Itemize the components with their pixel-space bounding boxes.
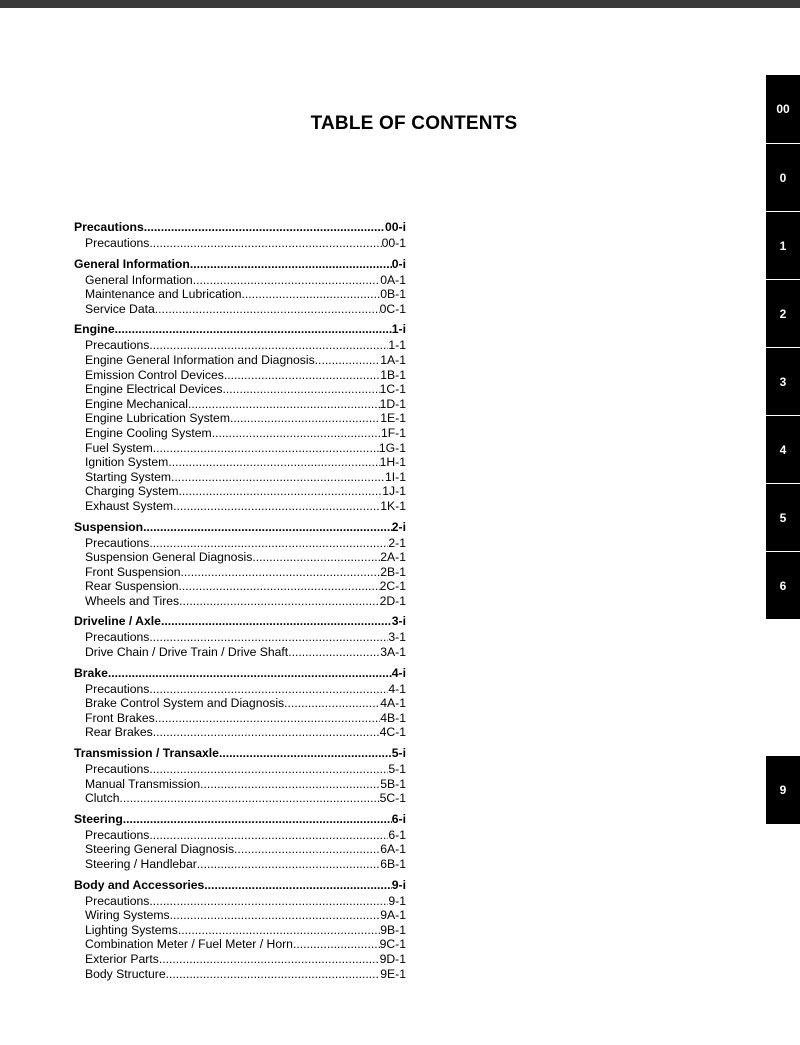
toc-entry[interactable]	[74, 273, 406, 288]
section-heading[interactable]	[74, 613, 406, 630]
toc-entry[interactable]	[74, 484, 406, 499]
entry-page: 9E-1	[380, 966, 406, 981]
entry-label: Precautions	[85, 535, 150, 550]
entry-page: 1H-1	[379, 455, 406, 470]
section-tab[interactable]: 5	[766, 483, 800, 551]
section-tab[interactable]: 4	[766, 415, 800, 483]
leader-dots	[284, 696, 380, 711]
toc-entry[interactable]	[74, 857, 406, 872]
entry-page: 4C-1	[379, 725, 406, 740]
entry-label: Starting System	[85, 469, 172, 484]
leader-dots	[315, 353, 381, 368]
entry-page: 0B-1	[380, 287, 406, 302]
section-page: 6-i	[391, 811, 406, 826]
toc-entry[interactable]	[74, 550, 406, 565]
leader-dots	[143, 519, 392, 536]
leader-dots	[123, 811, 392, 828]
leader-dots	[179, 579, 380, 594]
entry-page: 3-1	[388, 630, 406, 645]
entry-label: Precautions	[85, 630, 150, 645]
toc-entry[interactable]	[74, 470, 406, 485]
entry-page: 1J-1	[382, 484, 406, 499]
leader-dots	[170, 908, 381, 923]
toc-entry[interactable]	[74, 696, 406, 711]
toc-entry[interactable]	[74, 828, 406, 843]
entry-label: General Information	[85, 272, 193, 287]
entry-label: Front Brakes	[85, 710, 155, 725]
section-title: Suspension	[74, 519, 144, 534]
toc-entry[interactable]	[74, 353, 406, 368]
top-bar	[0, 0, 800, 8]
toc-entry[interactable]	[74, 426, 406, 441]
page-title: TABLE OF CONTENTS	[310, 113, 518, 134]
entry-label: Engine Electrical Devices	[85, 382, 223, 397]
section-title: Precautions	[74, 220, 144, 234]
entry-page: 5-1	[388, 762, 406, 777]
leader-dots	[149, 236, 381, 251]
entry-page: 1D-1	[379, 396, 406, 411]
leader-dots	[161, 613, 392, 630]
section-tab[interactable]: 1	[766, 211, 800, 279]
section-title: Brake	[74, 665, 108, 680]
section-title: Transmission / Transaxle	[74, 746, 219, 761]
leader-dots	[173, 499, 380, 514]
entry-label: Lighting Systems	[85, 922, 178, 937]
leader-dots	[204, 877, 391, 894]
section-title: Body and Accessories	[74, 877, 205, 892]
entry-label: Emission Control Devices	[85, 367, 224, 382]
leader-dots	[166, 967, 381, 982]
section-heading[interactable]	[74, 321, 406, 338]
toc-entry[interactable]	[74, 499, 406, 514]
section-tab[interactable]: 2	[766, 279, 800, 347]
entry-label: Precautions	[85, 681, 150, 696]
leader-dots	[212, 426, 381, 441]
table-of-contents	[74, 219, 406, 986]
leader-dots	[230, 411, 380, 426]
toc-entry[interactable]	[74, 236, 406, 251]
entry-page: 9A-1	[380, 908, 406, 923]
section-title: Steering	[74, 811, 123, 826]
entry-label: Front Suspension	[85, 564, 181, 579]
section-tab[interactable]: 3	[766, 347, 800, 415]
entry-label: Body Structure	[85, 966, 166, 981]
section-title: General Information	[74, 256, 190, 271]
toc-entry[interactable]	[74, 725, 406, 740]
entry-label: Wiring Systems	[85, 908, 170, 923]
leader-dots	[120, 791, 380, 806]
leader-dots	[224, 368, 380, 383]
leader-dots	[252, 550, 380, 565]
toc-section	[74, 219, 406, 251]
toc-section	[74, 613, 406, 659]
entry-label: Brake Control System and Diagnosis	[85, 696, 285, 711]
toc-entry[interactable]	[74, 411, 406, 426]
toc-entry[interactable]	[74, 397, 406, 412]
toc-entry[interactable]	[74, 923, 406, 938]
entry-page: 1A-1	[380, 352, 406, 367]
toc-section	[74, 745, 406, 806]
leader-dots	[149, 828, 388, 843]
toc-entry[interactable]	[74, 579, 406, 594]
section-heading[interactable]	[74, 219, 406, 236]
section-page: 1-i	[391, 322, 406, 337]
toc-entry[interactable]	[74, 302, 406, 317]
toc-section	[74, 665, 406, 740]
entry-label: Engine Cooling System	[85, 425, 212, 440]
leader-dots	[115, 321, 392, 338]
entry-page: 2C-1	[379, 579, 406, 594]
section-title: Driveline / Axle	[74, 614, 161, 629]
toc-section	[74, 321, 406, 513]
leader-dots	[242, 287, 381, 302]
section-page: 00-i	[384, 220, 406, 234]
leader-dots	[153, 725, 380, 740]
entry-page: 6-1	[388, 827, 406, 842]
section-tab[interactable]: 00	[766, 75, 800, 143]
entry-page: 1I-1	[384, 469, 406, 484]
entry-label: Manual Transmission	[85, 776, 201, 791]
entry-label: Clutch	[85, 791, 120, 806]
section-heading[interactable]	[74, 811, 406, 828]
entry-page: 1E-1	[380, 411, 406, 426]
leader-dots	[149, 682, 388, 697]
toc-entry[interactable]	[74, 565, 406, 580]
leader-dots	[153, 441, 379, 456]
toc-entry[interactable]	[74, 594, 406, 609]
section-page: 2-i	[391, 519, 406, 534]
section-heading[interactable]	[74, 665, 406, 682]
toc-entry[interactable]	[74, 952, 406, 967]
entry-label: Charging System	[85, 484, 179, 499]
toc-section	[74, 877, 406, 982]
entry-page: 1K-1	[380, 498, 406, 513]
entry-label: Drive Chain / Drive Train / Drive Shaft	[85, 645, 289, 660]
entry-label: Engine Mechanical	[85, 396, 188, 411]
entry-label: Combination Meter / Fuel Meter / Horn	[85, 937, 293, 952]
entry-page: 1B-1	[380, 367, 406, 382]
entry-label: Precautions	[85, 236, 150, 250]
entry-label: Exterior Parts	[85, 951, 159, 966]
entry-page: 5B-1	[380, 776, 406, 791]
toc-section	[74, 256, 406, 317]
toc-entry[interactable]	[74, 368, 406, 383]
toc-entry[interactable]	[74, 287, 406, 302]
leader-dots	[155, 711, 380, 726]
leader-dots	[288, 645, 380, 660]
entry-page: 6A-1	[380, 842, 406, 857]
leader-dots	[149, 630, 388, 645]
toc-entry[interactable]	[74, 536, 406, 551]
entry-label: Steering / Handlebar	[85, 857, 197, 871]
toc-entry[interactable]	[74, 382, 406, 397]
leader-dots	[144, 219, 385, 236]
entry-page: 0A-1	[380, 272, 406, 287]
leader-dots	[178, 484, 382, 499]
toc-entry[interactable]	[74, 630, 406, 645]
leader-dots	[168, 455, 379, 470]
section-page: 3-i	[391, 614, 406, 629]
leader-dots	[197, 857, 380, 872]
toc-entry[interactable]	[74, 441, 406, 456]
leader-dots	[178, 923, 380, 938]
entry-label: Rear Suspension	[85, 579, 179, 594]
toc-entry[interactable]	[74, 842, 406, 857]
section-heading[interactable]	[74, 877, 406, 894]
section-tabs	[766, 0, 800, 1045]
leader-dots	[108, 665, 392, 682]
toc-entry[interactable]	[74, 894, 406, 909]
entry-label: Exhaust System	[85, 498, 174, 513]
entry-page: 9C-1	[379, 937, 406, 952]
toc-entry[interactable]	[74, 937, 406, 952]
entry-page: 2D-1	[379, 593, 406, 608]
entry-page: 9-1	[388, 893, 406, 908]
entry-label: Rear Brakes	[85, 725, 153, 740]
section-page: 4-i	[391, 665, 406, 680]
entry-page: 1F-1	[380, 425, 406, 440]
leader-dots	[149, 338, 388, 353]
entry-label: Steering General Diagnosis	[85, 842, 235, 857]
leader-dots	[223, 382, 380, 397]
leader-dots	[188, 397, 380, 412]
leader-dots	[149, 762, 388, 777]
section-heading[interactable]	[74, 745, 406, 762]
entry-page: 3A-1	[380, 645, 406, 660]
toc-entry[interactable]	[74, 791, 406, 806]
entry-page: 2A-1	[380, 550, 406, 565]
section-tab[interactable]: 9	[766, 756, 800, 824]
section-tab[interactable]: 6	[766, 551, 800, 619]
section-page: 5-i	[391, 746, 406, 761]
leader-dots	[219, 745, 392, 762]
toc-entry[interactable]	[74, 682, 406, 697]
entry-label: Maintenance and Lubrication	[85, 287, 242, 302]
toc-entry[interactable]	[74, 908, 406, 923]
leader-dots	[181, 565, 381, 580]
entry-label: Precautions	[85, 762, 150, 777]
entry-label: Suspension General Diagnosis	[85, 550, 253, 565]
entry-label: Precautions	[85, 827, 150, 842]
leader-dots	[234, 842, 380, 857]
entry-page: 1G-1	[378, 440, 406, 455]
leader-dots	[149, 536, 388, 551]
section-tab[interactable]: 0	[766, 143, 800, 211]
leader-dots	[190, 256, 392, 273]
entry-page: 9D-1	[379, 951, 406, 966]
entry-page: 4A-1	[380, 696, 406, 711]
entry-page: 2-1	[388, 535, 406, 550]
section-page: 9-i	[391, 877, 406, 892]
toc-entry[interactable]	[74, 338, 406, 353]
toc-entry[interactable]	[74, 777, 406, 792]
leader-dots	[193, 273, 381, 288]
section-heading[interactable]	[74, 256, 406, 273]
toc-entry[interactable]	[74, 762, 406, 777]
entry-label: Service Data	[85, 301, 155, 316]
leader-dots	[293, 937, 380, 952]
entry-page: 1-1	[388, 338, 406, 353]
entry-label: Engine General Information and Diagnosis	[85, 352, 315, 367]
entry-page: 6B-1	[380, 857, 406, 871]
section-heading[interactable]	[74, 519, 406, 536]
entry-page: 0C-1	[379, 301, 406, 316]
toc-entry[interactable]	[74, 711, 406, 726]
entry-label: Engine Lubrication System	[85, 411, 230, 426]
leader-dots	[171, 470, 385, 485]
entry-page: 9B-1	[380, 922, 406, 937]
entry-page: 2B-1	[380, 564, 406, 579]
toc-entry[interactable]	[74, 455, 406, 470]
entry-page: 1C-1	[379, 382, 406, 397]
toc-entry[interactable]	[74, 645, 406, 660]
section-page: 0-i	[391, 256, 406, 271]
entry-page: 4-1	[388, 681, 406, 696]
toc-entry[interactable]	[74, 967, 406, 982]
entry-label: Ignition System	[85, 455, 169, 470]
leader-dots	[179, 594, 379, 609]
leader-dots	[159, 952, 380, 967]
entry-label: Fuel System	[85, 440, 153, 455]
leader-dots	[200, 777, 380, 792]
entry-label: Wheels and Tires	[85, 593, 180, 608]
entry-page: 4B-1	[380, 710, 406, 725]
leader-dots	[155, 302, 380, 317]
entry-label: Precautions	[85, 893, 150, 908]
entry-page: 00-1	[381, 236, 406, 250]
section-title: Engine	[74, 322, 115, 337]
toc-section	[74, 519, 406, 609]
entry-page: 5C-1	[379, 791, 406, 806]
toc-section	[74, 811, 406, 872]
leader-dots	[149, 894, 388, 909]
entry-label: Precautions	[85, 338, 150, 353]
